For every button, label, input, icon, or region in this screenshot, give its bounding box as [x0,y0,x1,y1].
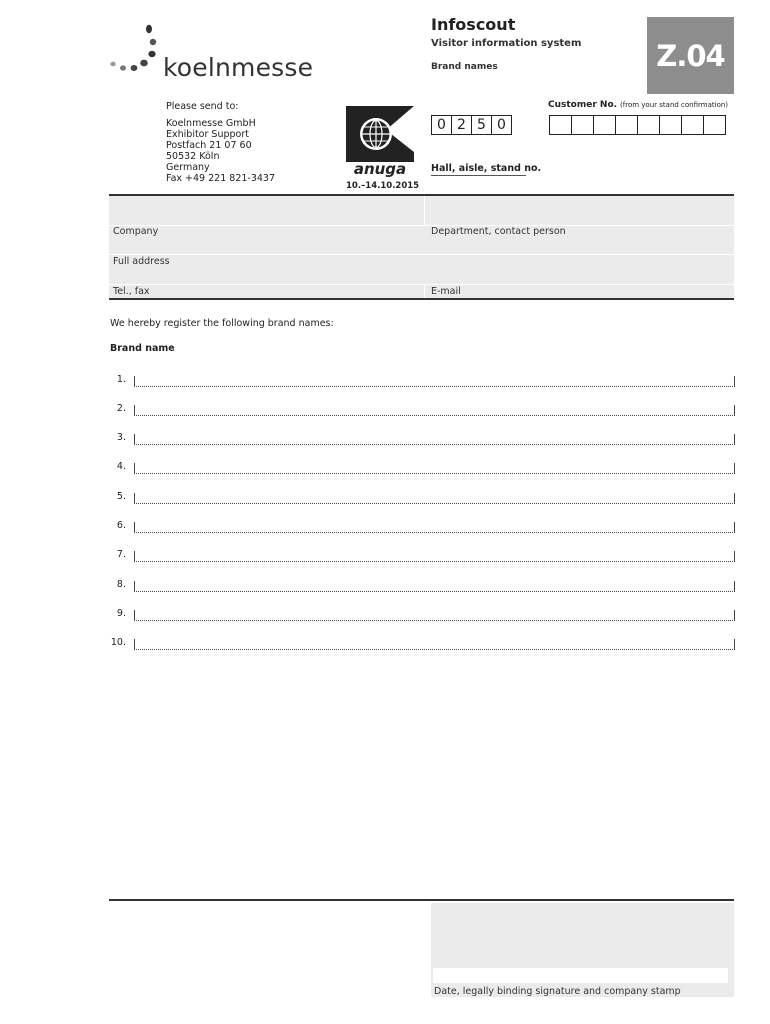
address-line: Fax +49 221 821-3437 [166,173,276,184]
customer-digit-input[interactable] [615,115,638,135]
company-field[interactable] [109,196,424,225]
brand-name-input[interactable] [134,581,735,592]
brand-name-input[interactable] [134,610,735,621]
brand-name-input[interactable] [134,493,735,504]
brand-row [110,608,735,622]
event-dates: 10.–14.10.2015 [346,181,420,191]
brand-name-heading: Brand name [110,343,175,354]
brand-row [110,461,735,475]
brand-name-input[interactable] [134,551,735,562]
customer-digit-box: 5 [471,115,492,135]
brand-number: 4. [116,461,126,472]
customer-no-note: (from your stand confirmation) [620,101,729,109]
department-label: Department, contact person [431,226,566,237]
tel-fax-field[interactable] [109,285,424,299]
company-label: Company [113,226,159,237]
brand-number: 2. [116,403,126,414]
divider [109,298,734,300]
brand-number: 1. [116,374,126,385]
brand-row [110,403,735,417]
form-type: Brand names [431,62,498,72]
brand-row [110,520,735,534]
brand-number: 10. [110,637,126,648]
brand-name-input[interactable] [134,463,735,474]
customer-no-prefix [431,115,512,135]
tel-fax-label: Tel., fax [113,286,150,297]
brand-name-input[interactable] [134,405,735,416]
full-address-label: Full address [113,256,170,267]
brand-row [110,432,735,446]
signature-label: Date, legally binding signature and company stamp [434,986,681,997]
brand-number: 3. [116,432,126,443]
koelnmesse-logo-icon [100,20,170,80]
send-to-label: Please send to: [166,101,239,112]
logo-wordmark: koelnmesse [163,53,314,82]
brand-row [110,579,735,593]
brand-row [110,549,735,563]
brand-number: 8. [116,579,126,590]
email-label: E-mail [431,286,461,297]
email-field[interactable] [425,285,734,299]
brand-row [110,637,735,651]
brand-name-input[interactable] [134,434,735,445]
department-field[interactable] [425,196,734,225]
intro-text: We hereby register the following brand names: [110,318,334,329]
brand-row [110,491,735,505]
brand-number: 9. [116,608,126,619]
customer-digit-input[interactable] [571,115,594,135]
form-subtitle: Visitor information system [431,38,582,49]
address-line: Koelnmesse GmbH [166,118,256,129]
brand-number: 5. [116,491,126,502]
customer-no-label [548,100,728,110]
customer-digit-input[interactable] [593,115,616,135]
signature-date-strip [433,968,728,983]
customer-no-title: Customer No. [548,100,618,110]
customer-digit-input[interactable] [659,115,682,135]
form-title: Infoscout [431,15,516,34]
customer-digit-input[interactable] [681,115,704,135]
hall-stand-input[interactable] [431,175,526,176]
brand-name-input[interactable] [134,376,735,387]
address-line: Postfach 21 07 60 [166,140,252,151]
address-line: Exhibitor Support [166,129,249,140]
address-block [166,118,275,184]
form-code-box [647,17,734,94]
customer-digit-box: 0 [491,115,512,135]
customer-no-input[interactable] [549,115,726,135]
address-field[interactable] [109,226,734,284]
brand-name-input[interactable] [134,522,735,533]
brand-row [110,374,735,388]
address-line: 50532 Köln [166,151,220,162]
brand-number: 6. [116,520,126,531]
address-line: Germany [166,162,210,173]
customer-digit-input[interactable] [703,115,726,135]
customer-digit-input[interactable] [637,115,660,135]
customer-digit-box: 0 [431,115,452,135]
anuga-wordmark: anuga [353,160,407,178]
hall-stand-label: Hall, aisle, stand no. [431,163,542,174]
customer-digit-input[interactable] [549,115,572,135]
customer-digit-box: 2 [451,115,472,135]
brand-name-input[interactable] [134,639,735,650]
form-code: Z.04 [656,38,725,73]
footer-divider [109,899,734,901]
brand-number: 7. [116,549,126,560]
